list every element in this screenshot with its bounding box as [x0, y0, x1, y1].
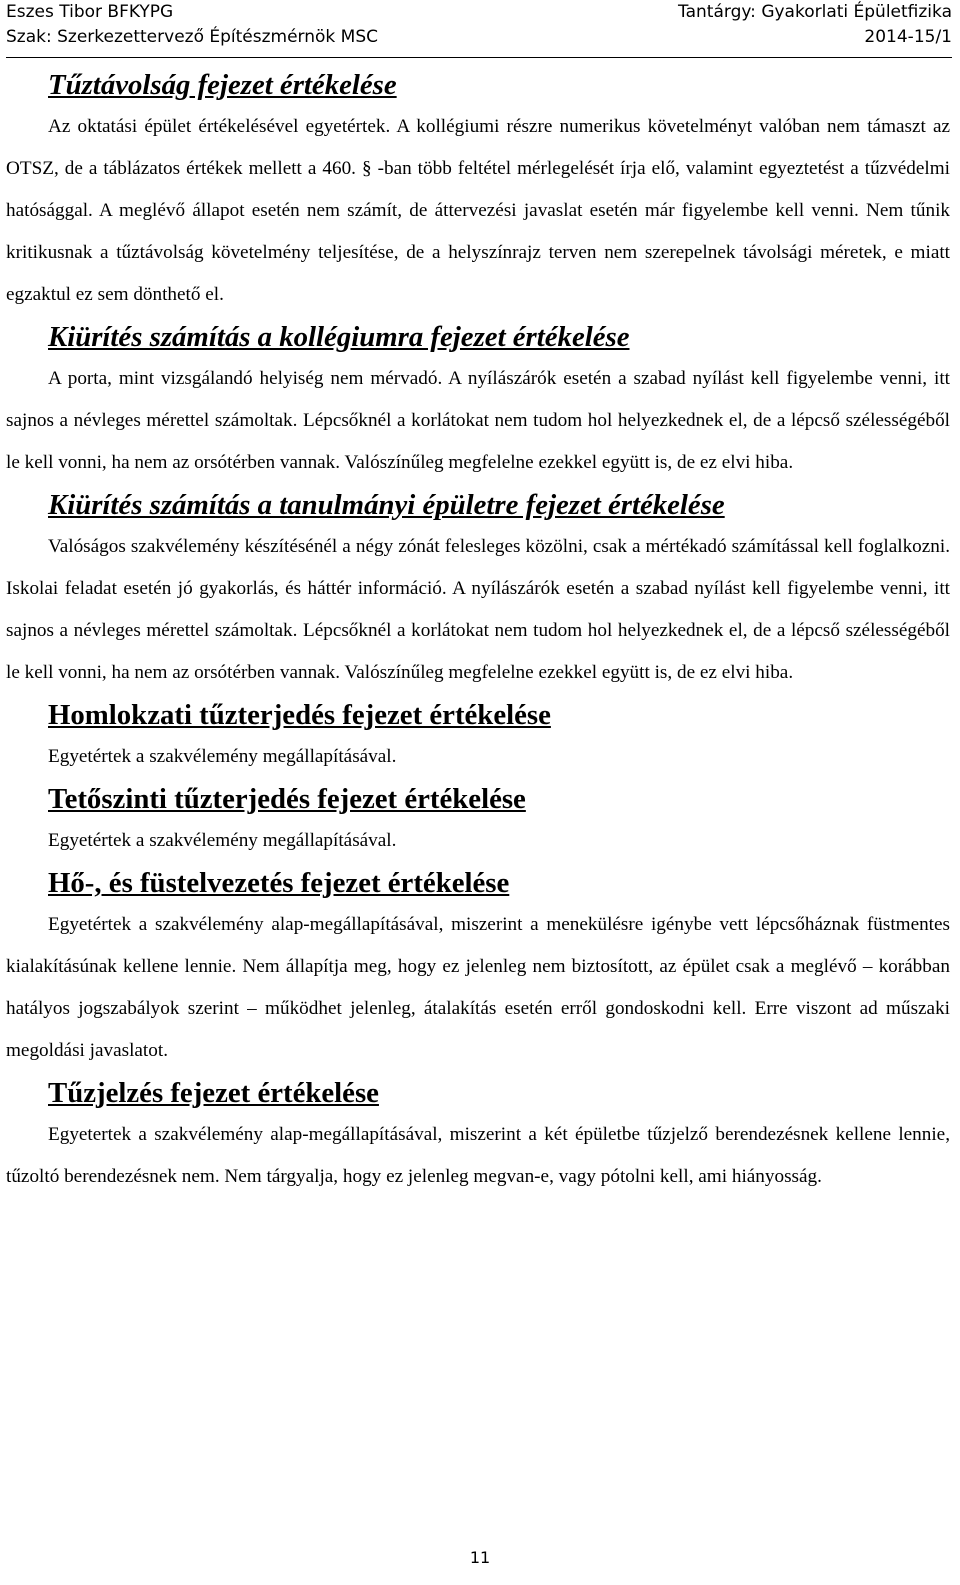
- header-author: Eszes Tibor BFKYPG: [6, 2, 174, 22]
- section-text-smoke-exhaust: Egyetértek a szakvélemény alap-megállapításával, miszerint a menekülésre igénybe vett lépcsőháznak füstmentes kialakításúnak kellene lennie. Nem állapítja meg, hogy ez jelenleg nem biztosított, az épület csak a meglévő – korábban hatályos jogszabályok szerint – működhet jelenleg, átalakítás esetén erről gondoskodni kell. Erre viszont ad műszaki megoldási javaslatot.: [6, 914, 950, 1061]
- header-subject: Tantárgy: Gyakorlati Épületfizika: [678, 2, 952, 22]
- header-semester: 2014-15/1: [864, 27, 952, 47]
- document-body: [6, 64, 950, 1198]
- section-heading-facade-fire-spread: Homlokzati tűzterjedés fejezet értékelése: [48, 699, 551, 731]
- section-heading-roof-fire-spread: Tetőszinti tűzterjedés fejezet értékelése: [48, 783, 526, 815]
- page-header: [6, 0, 952, 56]
- header-row-1: [6, 0, 952, 25]
- header-divider: [6, 57, 952, 58]
- section-heading-fire-distance: Tűztávolság fejezet értékelése: [48, 69, 397, 101]
- section-text-fire-alarm: Egyetertek a szakvélemény alap-megállapításával, miszerint a két épületbe tűzjelző berendezésnek kellene lennie, tűzoltó berendezésnek nem. Nem tárgyalja, hogy ez jelenleg megvan-e, vagy pótolni kell, ami hiányosság.: [6, 1124, 950, 1187]
- header-row-2: [6, 25, 952, 50]
- section-text-evacuation-dormitory: A porta, mint vizsgálandó helyiség nem mérvadó. A nyílászárók esetén a szabad nyílást kell figyelembe venni, itt sajnos a névleges mérettel számoltak. Lépcsőknél a korlátokat nem tudom hol helyezkednek el, de a lépcső szélességéből le kell vonni, ha nem az orsótérben vannak. Valószínűleg megfelelne ezekkel együtt is, de ez elvi hiba.: [6, 368, 950, 473]
- section-text-roof-fire-spread: Egyetértek a szakvélemény megállapításával.: [48, 830, 397, 851]
- section-text-evacuation-education: Valóságos szakvélemény készítésénél a négy zónát felesleges közölni, csak a mértékadó számítással kell foglalkozni. Iskolai feladat esetén jó gyakorlás, és háttér információ. A nyílászárók esetén a szabad nyílást kell figyelembe venni, itt sajnos a névleges mérettel számoltak. Lépcsőknél a korlátokat nem tudom hol helyezkednek el, de a lépcső szélességéből le kell vonni, ha nem az orsótérben vannak. Valószínűleg megfelelne ezekkel együtt is, de ez elvi hiba.: [6, 536, 950, 683]
- section-text-fire-distance: Az oktatási épület értékelésével egyetértek. A kollégiumi részre numerikus követelményt valóban nem támaszt az OTSZ, de a táblázatos értékek mellett a 460. § -ban több feltétel mérlegelését írja elő, valamint egyeztetést a tűzvédelmi hatósággal. A meglévő állapot esetén nem számít, de áttervezési javaslat esetén már figyelembe kell venni. Nem tűnik kritikusnak a tűztávolság követelmény teljesítése, de a helyszínrajz terven nem szerepelnek távolsági méretek, e miatt egzaktul ez sem dönthető el.: [6, 116, 950, 305]
- page-number: 11: [469, 1548, 491, 1567]
- section-heading-fire-alarm: Tűzjelzés fejezet értékelése: [48, 1077, 379, 1109]
- section-heading-smoke-exhaust: Hő-, és füstelvezetés fejezet értékelése: [48, 867, 510, 899]
- section-heading-evacuation-dormitory: Kiürítés számítás a kollégiumra fejezet értékelése: [48, 321, 630, 353]
- header-major: Szak: Szerkezettervező Építészmérnök MSC: [6, 27, 378, 47]
- section-text-facade-fire-spread: Egyetértek a szakvélemény megállapításával.: [48, 746, 397, 767]
- section-heading-evacuation-education: Kiürítés számítás a tanulmányi épületre fejezet értékelése: [48, 489, 725, 521]
